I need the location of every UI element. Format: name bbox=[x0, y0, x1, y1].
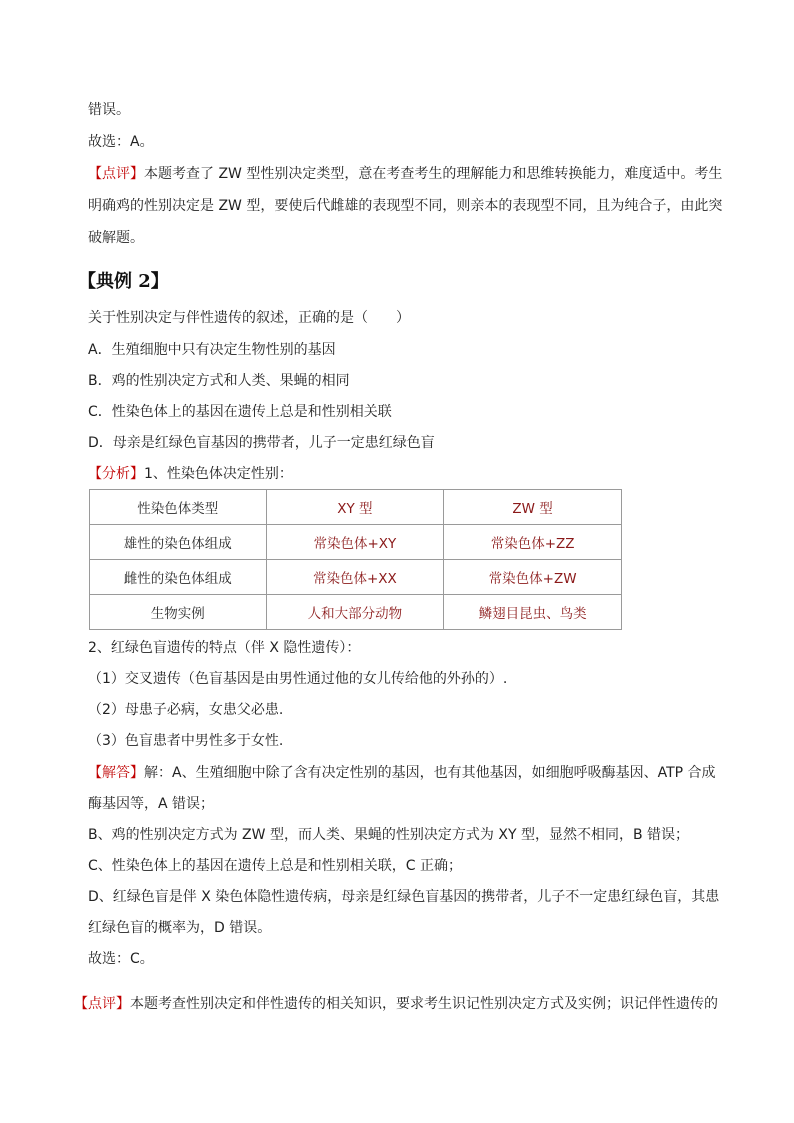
comment-line bbox=[88, 164, 722, 184]
analysis-tag: 【分析】 bbox=[88, 466, 144, 482]
comment-line: 明确鸡的性别决定是 ZW 型，要使后代雌雄的表现型不同，则亲本的表现型不同，且为纯合子，由此突 bbox=[88, 198, 723, 214]
table-cell: ZW 型 bbox=[444, 490, 622, 525]
table-cell: 常染色体+XY bbox=[266, 525, 444, 560]
text-line: 错误。 bbox=[88, 102, 130, 118]
table-cell: XY 型 bbox=[266, 490, 444, 525]
table-row bbox=[90, 595, 622, 630]
analysis-line bbox=[88, 464, 293, 484]
table-cell: 雌性的染色体组成 bbox=[90, 560, 267, 595]
answer-line: 酶基因等，A 错误； bbox=[88, 796, 215, 812]
example-heading: 【典例 2】 bbox=[78, 271, 169, 292]
analysis-point-2: 2、红绿色盲遗传的特点（伴 X 隐性遗传）： bbox=[88, 640, 361, 656]
option-a: A．生殖细胞中只有决定生物性别的基因 bbox=[88, 342, 336, 358]
comment-text: 本题考查了 ZW 型性别决定类型，意在考查考生的理解能力和思维转换能力，难度适中。考生 bbox=[144, 166, 723, 182]
table-cell: 常染色体+XX bbox=[266, 560, 444, 595]
table-cell: 性染色体类型 bbox=[90, 490, 267, 525]
table-row bbox=[90, 490, 622, 525]
answer-text: 解：A、生殖细胞中除了含有决定性别的基因，也有其他基因，如细胞呼吸酶基因、ATP 合成 bbox=[144, 765, 716, 781]
answer-choice-line: 故选：A。 bbox=[88, 134, 154, 150]
option-d: D．母亲是红绿色盲基因的携带者，儿子一定患红绿色盲 bbox=[88, 435, 435, 451]
comment-tag: 【点评】 bbox=[74, 996, 130, 1012]
table-cell: 生物实例 bbox=[90, 595, 267, 630]
answer-line bbox=[88, 763, 716, 783]
comment-text: 本题考查性别决定和伴性遗传的相关知识，要求考生识记性别决定方式及实例；识记伴性遗传的 bbox=[130, 996, 718, 1012]
answer-tag: 【解答】 bbox=[88, 765, 144, 781]
analysis-subpoint: （3）色盲患者中男性多于女性. bbox=[88, 733, 284, 749]
comment-tag: 【点评】 bbox=[88, 166, 144, 182]
table-cell: 雄性的染色体组成 bbox=[90, 525, 267, 560]
analysis-intro: 1、性染色体决定性别： bbox=[144, 466, 293, 482]
answer-line: B、鸡的性别决定方式为 ZW 型，而人类、果蝇的性别决定方式为 XY 型，显然不相同，B 错误； bbox=[88, 827, 690, 843]
table-cell: 常染色体+ZZ bbox=[444, 525, 622, 560]
table-row bbox=[90, 525, 622, 560]
sex-determination-table bbox=[89, 489, 622, 630]
answer-line: D、红绿色盲是伴 X 染色体隐性遗传病，母亲是红绿色盲基因的携带者，儿子不一定患红绿色盲，其患 bbox=[88, 889, 720, 905]
question-text: 关于性别决定与伴性遗传的叙述，正确的是（ ） bbox=[88, 310, 410, 326]
option-c: C．性染色体上的基因在遗传上总是和性别相关联 bbox=[88, 404, 392, 420]
analysis-subpoint: （2）母患子必病，女患父必患. bbox=[88, 702, 284, 718]
table-cell: 常染色体+ZW bbox=[444, 560, 622, 595]
option-b: B．鸡的性别决定方式和人类、果蝇的相同 bbox=[88, 373, 350, 389]
comment-line bbox=[74, 994, 718, 1014]
table-cell: 人和大部分动物 bbox=[266, 595, 444, 630]
table-cell: 鳞翅目昆虫、鸟类 bbox=[444, 595, 622, 630]
analysis-subpoint: （1）交叉遗传（色盲基因是由男性通过他的女儿传给他的外孙的）. bbox=[88, 671, 508, 687]
answer-line: C、性染色体上的基因在遗传上总是和性别相关联，C 正确； bbox=[88, 858, 462, 874]
table-row bbox=[90, 560, 622, 595]
answer-choice-line: 故选：C。 bbox=[88, 951, 154, 967]
comment-line: 破解题。 bbox=[88, 230, 144, 246]
answer-line: 红绿色盲的概率为，D 错误。 bbox=[88, 920, 272, 936]
